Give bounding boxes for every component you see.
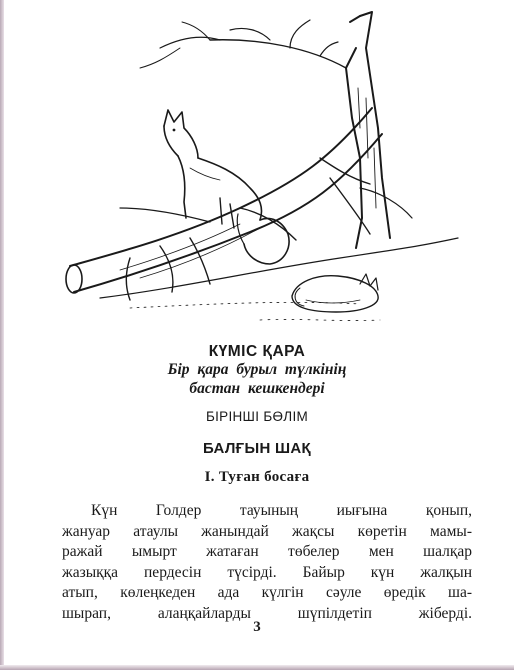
book-title: КҮМІС ҚАРА [208, 343, 306, 360]
subtitle-line: бастан кешкендері [189, 380, 325, 397]
book-subtitle [0, 360, 514, 398]
body-paragraph [62, 501, 472, 624]
subtitle-line: Бір қара бурыл түлкінің [167, 361, 347, 378]
text-line: ражай ымырт жатаған төбелер мен шалқар [62, 543, 472, 560]
page-number: 3 [253, 619, 261, 635]
text-line: жануар атаулы жанындай жақсы көретін мамы- [62, 522, 472, 540]
text-line: жазыққа пердесін түсірді. Байыр күн жалқын [62, 563, 472, 581]
page-edge-left [0, 0, 4, 670]
text-line: Күн Голдер тауының иығына қонып, [91, 502, 472, 519]
fox-on-fallen-tree-illustration [60, 8, 460, 328]
part-label: БІРІНШІ БӨЛІМ [205, 409, 309, 424]
text-line: шырап, алаңқайларды шүпілдетіп жіберді. [62, 604, 472, 622]
page-edge-bottom [0, 665, 514, 670]
section-title: БАЛҒЫН ШАҚ [203, 440, 311, 457]
text-line: атып, көлеңкеден ада күлгін сәуле өредік ша- [62, 584, 472, 601]
chapter-title: І. Туған босаға [204, 469, 310, 485]
